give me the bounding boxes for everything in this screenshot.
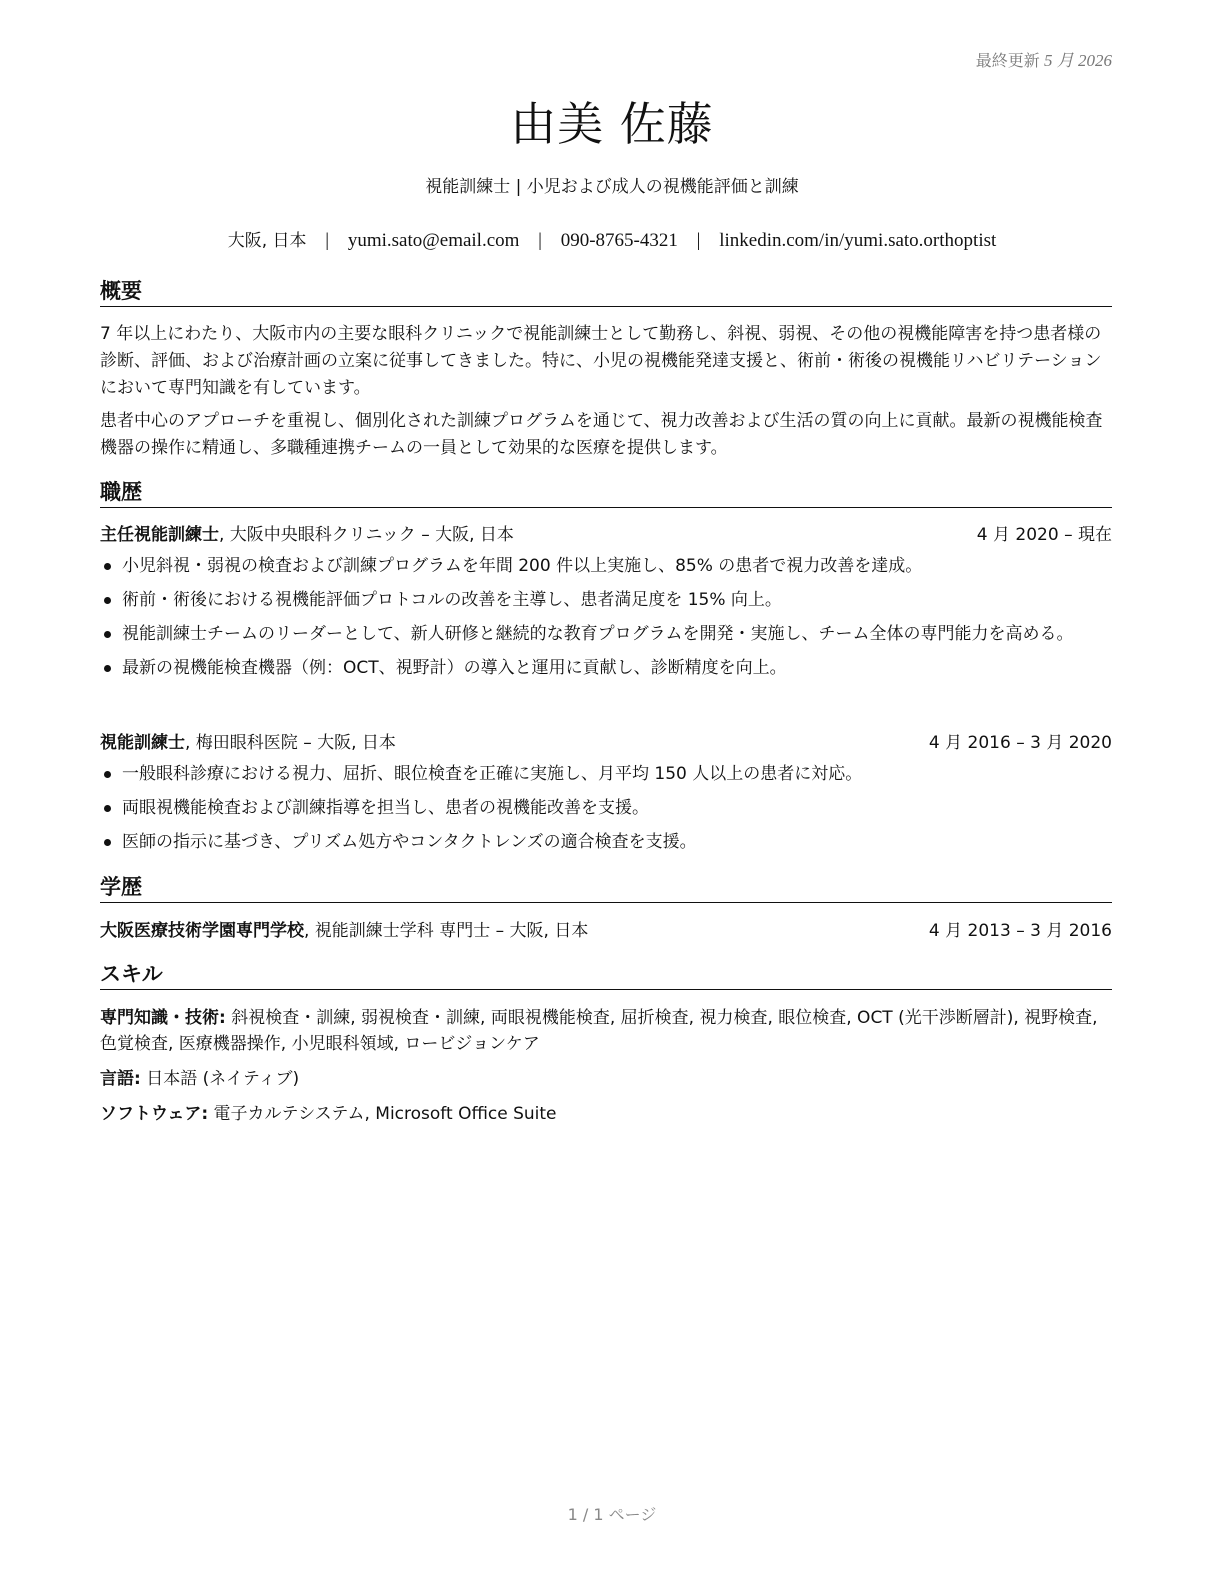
skill-value: 斜視検査・訓練, 弱視検査・訓練, 両眼視機能検査, 屈折検査, 視力検査, 眼位検査, OCT (光干渉断層計), 視野検査, 色覚検査, 医療機器操作, 小児眼科領域, ロービジョンケア xyxy=(100,1008,1098,1054)
job-org: , 梅田眼科医院 – 大阪, 日本 xyxy=(185,733,396,753)
education-dates: 4 月 2013 – 3 月 2016 xyxy=(928,921,1112,941)
skill-line xyxy=(100,1005,1112,1057)
list-item: 一般眼科診療における視力、屈折、眼位検査を正確に実施し、月平均 150 人以上の患者に対応。 xyxy=(100,761,1112,787)
list-item: 小児斜視・弱視の検査および訓練プログラムを年間 200 件以上実施し、85% の患者で視力改善を達成。 xyxy=(100,553,1112,579)
job-org: , 大阪中央眼科クリニック – 大阪, 日本 xyxy=(219,525,514,545)
skill-key: ソフトウェア: xyxy=(100,1104,209,1124)
resume-name: 由美 佐藤 xyxy=(510,97,714,151)
skill-line xyxy=(100,1101,1112,1127)
job-bullets xyxy=(100,553,1112,689)
education-detail: , 視能訓練士学科 専門士 – 大阪, 日本 xyxy=(304,921,589,941)
section-title-summary: 概要 xyxy=(100,278,1112,307)
contact-separator: | xyxy=(325,230,330,251)
page-number: 1 / 1 ページ xyxy=(567,1505,657,1524)
contact-separator: | xyxy=(538,230,542,251)
job-header xyxy=(100,731,1112,755)
skill-value: 電子カルテシステム, Microsoft Office Suite xyxy=(208,1104,557,1124)
contact-phone[interactable]: 090-8765-4321 xyxy=(560,230,678,251)
resume-tagline: 視能訓練士 | 小児および成人の視機能評価と訓練 xyxy=(425,177,799,197)
section-title-education: 学歴 xyxy=(100,874,1112,903)
list-item: 最新の視機能検査機器（例：OCT、視野計）の導入と運用に貢献し、診断精度を向上。 xyxy=(100,655,1112,681)
job-dates: 4 月 2020 – 現在 xyxy=(976,525,1112,545)
list-item: 術前・術後における視機能評価プロトコルの改善を主導し、患者満足度を 15% 向上。 xyxy=(100,587,1112,613)
contact-email[interactable]: yumi.sato@email.com xyxy=(347,230,520,251)
job-role: 視能訓練士 xyxy=(100,733,185,753)
last-updated-date: 5 月 2026 xyxy=(1044,51,1112,70)
skill-line xyxy=(100,1066,1112,1092)
list-item: 両眼視機能検査および訓練指導を担当し、患者の視機能改善を支援。 xyxy=(100,795,1112,821)
job-dates: 4 月 2016 – 3 月 2020 xyxy=(928,733,1112,753)
job-role: 主任視能訓練士 xyxy=(100,525,219,545)
contact-linkedin[interactable]: linkedin.com/in/yumi.sato.orthoptist xyxy=(719,230,997,251)
education-school: 大阪医療技術学園専門学校 xyxy=(100,921,304,941)
last-updated-label: 最終更新 xyxy=(975,51,1040,70)
skill-value: 日本語 (ネイティブ) xyxy=(140,1069,300,1089)
contact-location: 大阪, 日本 xyxy=(227,231,307,251)
job-bullets xyxy=(100,761,1112,863)
job-header xyxy=(100,523,1112,547)
last-updated xyxy=(976,46,1112,71)
section-title-experience: 職歴 xyxy=(100,479,1112,508)
education-entry xyxy=(100,919,1112,943)
list-item: 視能訓練士チームのリーダーとして、新人研修と継続的な教育プログラムを開発・実施し、チーム全体の専門能力を高める。 xyxy=(100,621,1112,647)
summary-paragraph: 7 年以上にわたり、大阪市内の主要な眼科クリニックで視能訓練士として勤務し、斜視、弱視、その他の視機能障害を持つ患者様の診断、評価、および治療計画の立案に従事してきました。特に、小児の視機能発達支援と、術前・術後の視機能リハビリテーションにおいて専門知識を有しています。 xyxy=(100,324,1102,398)
skill-key: 専門知識・技術: xyxy=(100,1008,226,1028)
skill-key: 言語: xyxy=(100,1069,141,1089)
section-title-skills: スキル xyxy=(100,961,1112,990)
list-item: 医師の指示に基づき、プリズム処方やコンタクトレンズの適合検査を支援。 xyxy=(100,829,1112,855)
contact-line xyxy=(0,226,1224,252)
summary-paragraph: 患者中心のアプローチを重視し、個別化された訓練プログラムを通じて、視力改善および生活の質の向上に貢献。最新の視機能検査機器の操作に精通し、多職種連携チームの一員として効果的な医療を提供します。 xyxy=(100,411,1103,458)
contact-separator: | xyxy=(696,230,701,251)
